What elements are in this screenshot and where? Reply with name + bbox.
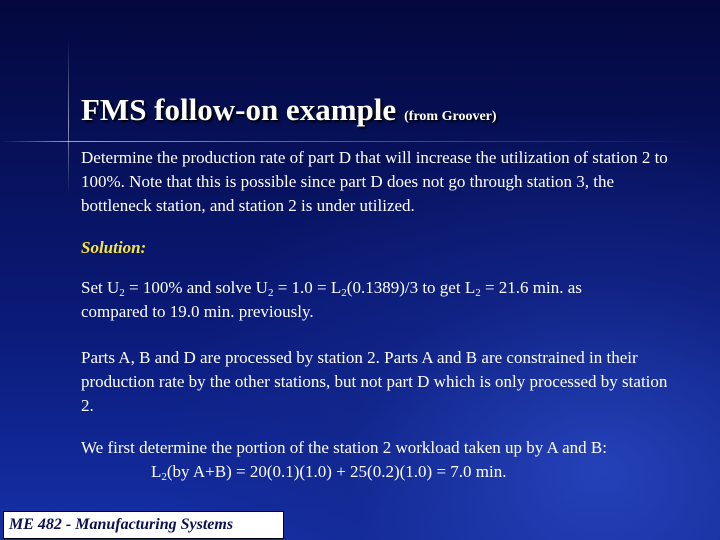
eq-sub-1: 2 <box>119 287 125 299</box>
utilization-equation-paragraph <box>81 276 681 324</box>
slide-title <box>81 92 497 128</box>
formula-sub-1: 2 <box>161 471 167 483</box>
eq-text-5: = 21.6 min. as <box>480 278 582 297</box>
eq-text-1: Set U <box>81 278 120 297</box>
decorative-vertical-line <box>68 40 69 195</box>
eq-text-4: (0.1389)/3 to get L <box>346 278 476 297</box>
eq-line-2: compared to 19.0 min. previously. <box>81 302 314 321</box>
decorative-horizontal-line <box>0 141 700 142</box>
parts-paragraph: Parts A, B and D are processed by station 2. Parts A and B are constrained in their production rate by the other stations, but not part D which is only processed by station 2. <box>81 348 668 415</box>
eq-text-2: = 100% and solve U <box>124 278 268 297</box>
formula-text-1: L <box>151 462 162 481</box>
intro-paragraph: Determine the production rate of part D that will increase the utilization of station 2 to 100%. Note that this is possible since part D does not go through station 3, the bottleneck station, and station 2 is under utilized. <box>81 148 668 215</box>
eq-sub-4: 2 <box>475 287 481 299</box>
course-footer: ME 482 - Manufacturing Systems <box>3 511 284 539</box>
eq-sub-2: 2 <box>267 287 274 299</box>
workload-paragraph <box>81 436 681 484</box>
eq-text-3: = 1.0 = L <box>273 278 342 297</box>
solution-label: Solution: <box>81 238 147 257</box>
utilization-equation <box>81 278 582 297</box>
formula-text-2: (by A+B) = 20(0.1)(1.0) + 25(0.2)(1.0) = 7.0 min. <box>166 462 507 481</box>
title-main: FMS follow-on example <box>81 92 397 127</box>
title-note: (from Groover) <box>404 109 497 124</box>
workload-intro: We first determine the portion of the station 2 workload taken up by A and B: <box>81 438 607 457</box>
eq-sub-3: 2 <box>341 287 347 299</box>
workload-formula <box>81 460 681 484</box>
